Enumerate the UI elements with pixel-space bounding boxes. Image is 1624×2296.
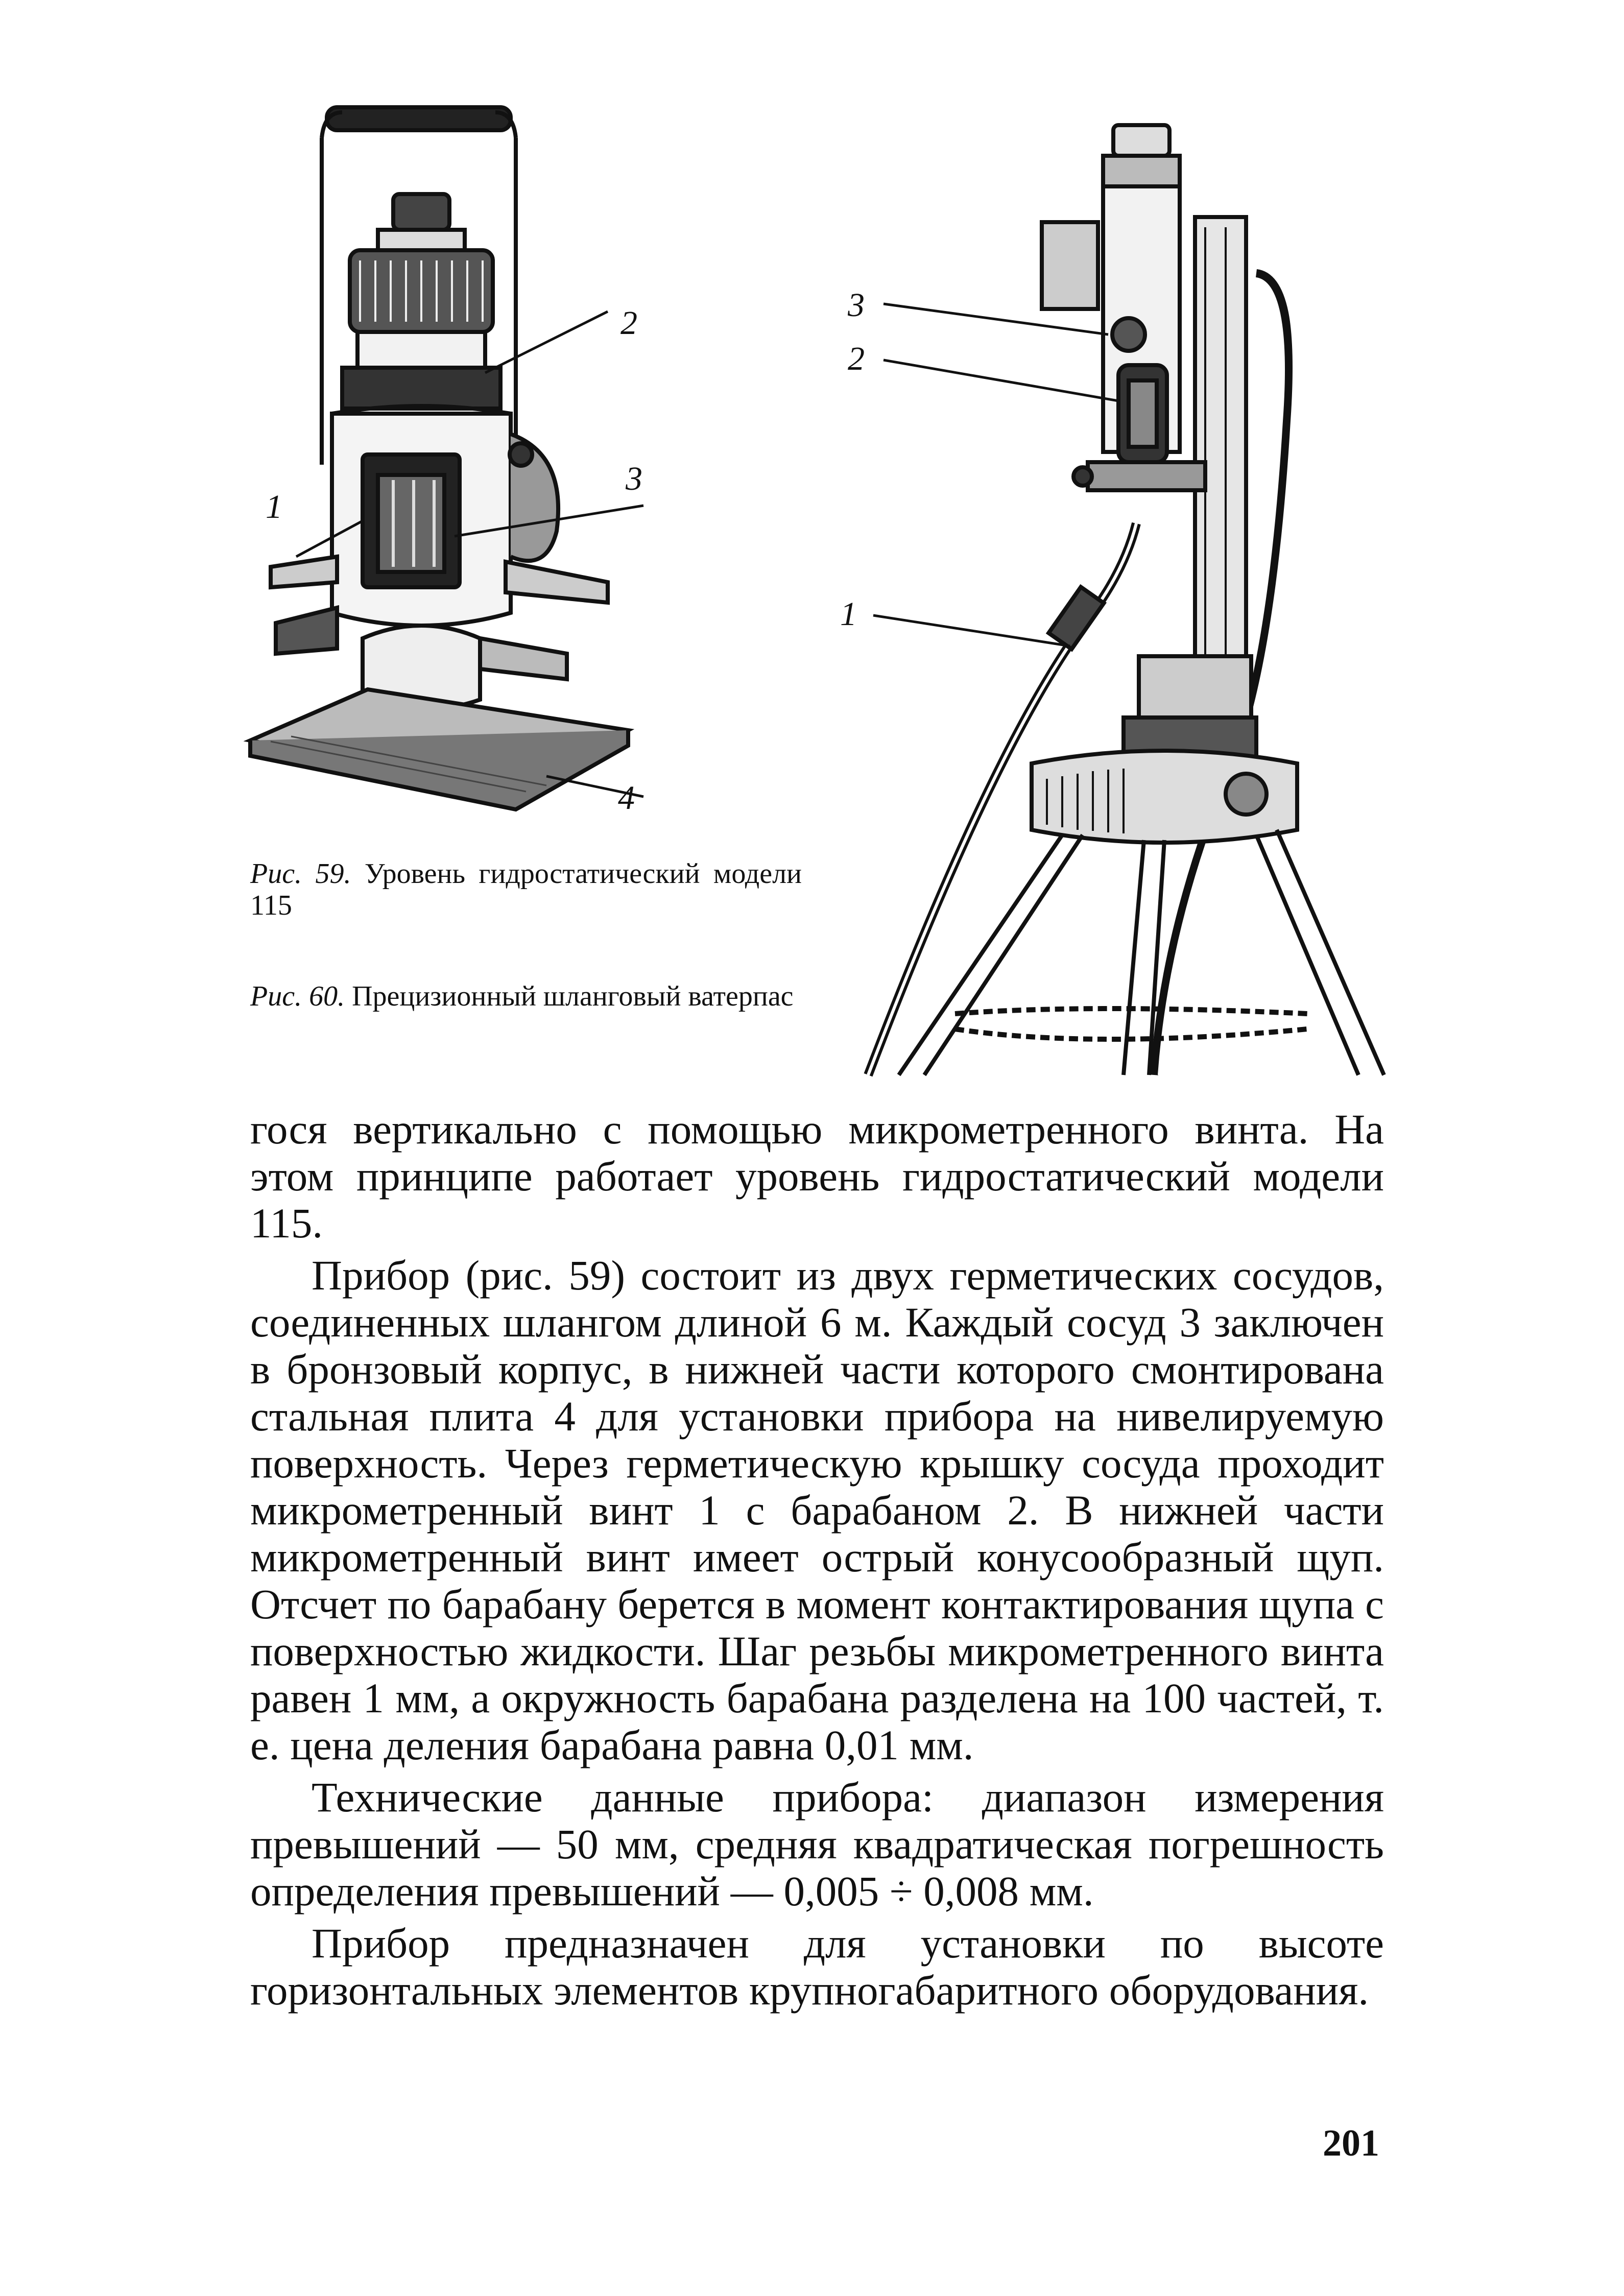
fig59-label-1: 1	[266, 488, 282, 525]
paragraph-4: Прибор предназначен для установки по высоте горизонтальных элементов крупногабаритного оборудования.	[250, 1920, 1384, 2014]
figure-59-hydrostatic-level	[240, 97, 679, 827]
paragraph-1: гося вертикально с помощью микрометренного винта. На этом принципе работает уровень гидростатический модели 115.	[250, 1106, 1384, 1247]
fig60-label-1: 1	[840, 595, 857, 633]
body-text	[250, 1106, 1384, 2019]
paragraph-2: Прибор (рис. 59) состоит из двух герметических сосудов, соединенных шлангом длиной 6 м. Каждый сосуд 3 заключен в бронзовый корпус, в нижней части которого смонтирована стальная плита 4 для установки прибора на нивелируемую поверхность. Через герметическую крышку сосуда проходит микрометренный винт 1 с барабаном 2. В нижней части микрометренный винт имеет острый конусообразный щуп. Отсчет по барабану берется в момент контактирования щупа с поверхностью жидкости. Шаг резьбы микрометренного винта равен 1 мм, а окружность барабана разделена на 100 частей, т. е. цена деления барабана равна 0,01 мм.	[250, 1252, 1384, 1768]
figure-60-caption-text: Прецизионный шланговый ватерпас	[352, 980, 794, 1012]
page-number: 201	[1323, 2122, 1379, 2164]
paragraph-3: Технические данные прибора: диапазон измерения превышений — 50 мм, средняя квадратическая погрешность определения превышений — 0,005 ÷ 0,008 мм.	[250, 1774, 1384, 1915]
figure-59-caption	[250, 858, 802, 921]
figure-59-caption-prefix: Рис. 59.	[250, 858, 351, 890]
figure-60-hose-water-level	[838, 115, 1389, 1085]
fig60-label-2: 2	[848, 340, 865, 377]
figure-59-caption-text: Уровень гидростатический модели 115	[250, 858, 802, 921]
fig59-label-3: 3	[626, 460, 642, 497]
fig59-label-2: 2	[620, 304, 637, 342]
fig59-label-4: 4	[618, 779, 635, 817]
figure-60-caption	[250, 980, 802, 1012]
fig60-label-3: 3	[848, 286, 865, 324]
figure-60-caption-prefix: Рис. 60.	[250, 980, 345, 1012]
